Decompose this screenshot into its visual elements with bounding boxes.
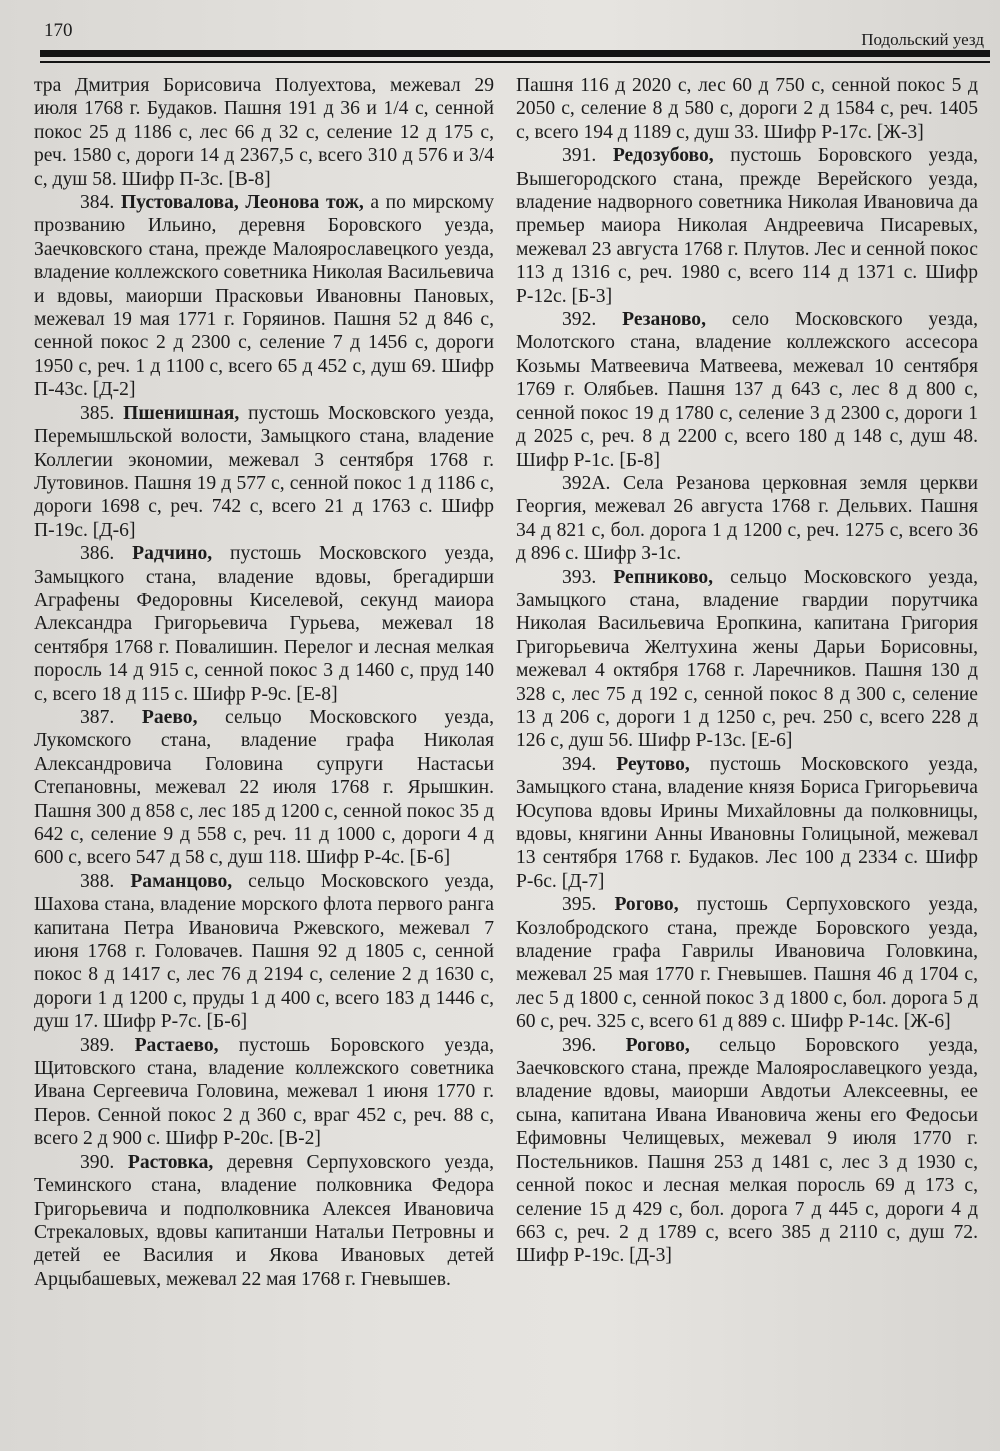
entry-continuation	[516, 74, 978, 144]
entry-name: Рогово,	[625, 1034, 690, 1056]
entry-396	[516, 1034, 978, 1268]
entry-text: деревня Серпуховского уезда, Теминского стана, владение полковника Федора Григорьевича и подполковника Алексея Ивановича Стрекаловых, вдовы капитанши Натальи Петровны и детей ее Василия и Якова Ивановых детей Арцыбашевых, межевал 22 мая 1768 г. Гневышев.	[34, 1151, 494, 1290]
entry-text: пустошь Московского уезда, Замыцкого стана, владение вдовы, брегадирши Аграфены Федоровны Киселевой, секунд маиора Александра Григорьевича Гурьева, межевал 18 сентября 1768 г. Повалишин. Перелог и лесная мелкая поросль 14 д 915 с, сенной покос 3 д 1460 с, пруд 140 с, всего 18 д 115 с. Шифр Р-9с. [Е-8]	[34, 543, 494, 705]
header-rule-thin	[40, 61, 990, 63]
entry-390	[34, 1151, 494, 1291]
entry-text: пустошь Серпуховского уезда, Козлобродского стана, прежде Боровского уезда, владение графа Гаврилы Ивановича Головкина, межевал 25 мая 1770 г. Гневышев. Пашня 46 д 1704 с, лес 5 д 1800 с, сенной покос 3 д 1800 с, бол. дорога 5 д 60 с, реч. 325 с, всего 61 д 889 с. Шифр Р-14с. [Ж-6]	[516, 894, 978, 1033]
entry-number: 393.	[562, 566, 597, 588]
entry-text: Села Резанова церковная земля церкви Георгия, межевал 26 августа 1768 г. Дельвих. Пашня 34 д 821 с, бол. дорога 1 д 1200 с, реч. 1275 с, всего 36 д 896 с. Шифр З-1с.	[516, 472, 978, 565]
entry-continuation	[34, 74, 494, 191]
entry-number: 391.	[562, 145, 597, 167]
right-column	[516, 74, 978, 1268]
entry-388	[34, 870, 494, 1034]
entry-name: Раманцово,	[130, 870, 233, 892]
page-number: 170	[44, 20, 73, 41]
entry-391	[516, 144, 978, 308]
entry-number: 392А.	[562, 472, 611, 494]
left-column	[34, 74, 494, 1291]
entry-name: Репниково,	[613, 566, 714, 588]
entry-text: пустошь Боровского уезда, Вышегородского стана, прежде Верейского уезда, владение надворного советника Николая Ивановича да премьер маиора Николая Андреевича Писаревых, межевал 23 августа 1768 г. Плутов. Лес и сенной покос 113 д 1316 с, реч. 1980 с, всего 114 д 1371 с. Шифр Р-12с. [Б-3]	[516, 145, 978, 307]
entry-number: 386.	[80, 543, 115, 565]
entry-394	[516, 753, 978, 893]
entry-text: пустошь Боровского уезда, Щитовского стана, владение коллежского советника Ивана Сергеевича Головина, межевал 1 июня 1770 г. Перов. Сенной покос 2 д 360 с, враг 452 с, реч. 88 с, всего 2 д 900 с. Шифр Р-20с. [В-2]	[34, 1034, 494, 1150]
entry-number: 384.	[80, 192, 115, 214]
entry-385	[34, 402, 494, 542]
entry-name: Редозубово,	[612, 145, 714, 167]
entry-text: пустошь Московского уезда, Перемышльской волости, Замыцкого стана, владение Коллегии экономии, межевал 3 сентября 1768 г. Лутовинов. Пашня 19 д 577 с, сенной покос 1 д 1186 с, дороги 1698 с, реч. 742 с, всего 21 д 1763 с. Шифр П-19с. [Д-6]	[34, 402, 494, 541]
entry-number: 390.	[80, 1151, 115, 1173]
entry-name: Реутово,	[616, 753, 690, 775]
entry-393	[516, 566, 978, 753]
entry-389	[34, 1034, 494, 1151]
entry-name: Радчино,	[132, 543, 213, 565]
entry-384	[34, 191, 494, 402]
entry-number: 396.	[562, 1034, 597, 1056]
entry-name: Пшенишная,	[123, 402, 240, 424]
entry-number: 388.	[80, 870, 115, 892]
running-head: Подольский уезд	[861, 30, 984, 49]
entry-number: 392.	[562, 309, 597, 331]
entry-387	[34, 706, 494, 870]
entry-name: Раево,	[141, 706, 198, 728]
entry-text: а по мирскому прозванию Ильино, деревня Боровского уезда, Заечковского стана, прежде Малоярославецкого уезда, владение коллежского советника Николая Васильевича и вдовы, маиорши Прасковьи Ивановны Пановых, межевал 19 мая 1771 г. Горяинов. Пашня 52 д 846 с, сенной покос 2 д 2300 с, селение 7 д 1456 с, дороги 1950 с, реч. 1 д 1100 с, всего 65 д 452 с, душ 69. Шифр П-43с. [Д-2]	[34, 192, 495, 401]
entry-text: село Московского уезда, Молотского стана, владение коллежского ассесора Козьмы Матвеевича Матвеева, межевал 10 сентября 1769 г. Олябьев. Пашня 137 д 643 с, лес 8 д 800 с, сенной покос 19 д 1780 с, селение 3 д 2300 с, дороги 1 д 2025 с, реч. 8 д 2200 с, всего 180 д 148 с, душ 48. Шифр Р-1с. [Б-8]	[516, 309, 978, 471]
entry-name: Растаево,	[134, 1034, 219, 1056]
entry-386	[34, 542, 494, 706]
entry-name: Резаново,	[622, 309, 706, 331]
entry-number: 387.	[80, 706, 115, 728]
entry-text: тра Дмитрия Борисовича Полуехтова, межевал 29 июля 1768 г. Будаков. Пашня 191 д 36 и 1/4 с, сенной покос 25 д 1186 с, лес 66 д 32 с, селение 12 д 175 с, реч. 1580 с, дороги 14 д 2367,5 с, всего 310 д 576 и 3/4 с, душ 58. Шифр П-3с. [В-8]	[34, 75, 494, 190]
entry-text: сельцо Московского уезда, Замыцкого стана, владение гвардии порутчика Николая Васильевича Еропкина, капитана Григория Григорьевича Желтухина жены Дарьи Борисовны, межевал 4 октября 1768 г. Ларечников. Пашня 130 д 328 с, лес 75 д 192 с, сенной покос 8 д 300 с, селение 13 д 206 с, дороги 1 д 1250 с, реч. 250 с, всего 228 д 126 с, душ 56. Шифр Р-13с. [Е-6]	[516, 566, 978, 752]
entry-name: Пустовалова, Леонова тож,	[120, 192, 364, 214]
entry-text: сельцо Боровского уезда, Заечковского стана, прежде Малоярославецкого уезда, владение вдовы, маиорши Авдотьи Алексеевны, ее сына, капитана Ивана Ивановича жены его Федосьи Ефимовны Челищевых, межевал 9 июля 1770 г. Постельников. Пашня 253 д 1481 с, лес 3 д 1930 с, сенной покос и лесная мелкая поросль 69 д 173 с, селение 15 д 429 с, бол. дорога 7 д 445 с, дороги 4 д 663 с, реч. 2 д 1789 с, всего 385 д 2110 с, душ 72. Шифр Р-19с. [Д-3]	[516, 1034, 978, 1267]
entry-text: пустошь Московского уезда, Замыцкого стана, владение князя Бориса Григорьевича Юсупова вдовы Ирины Михайловны да полковницы, вдовы, княгини Анны Ивановны Голицыной, межевал 13 сентября 1768 г. Будаков. Лес 100 д 2334 с. Шифр Р-6с. [Д-7]	[516, 753, 978, 892]
entry-number: 389.	[80, 1034, 115, 1056]
entry-395	[516, 893, 978, 1033]
entry-number: 395.	[562, 894, 597, 916]
entry-name: Растовка,	[127, 1151, 214, 1173]
entry-name: Рогово,	[614, 894, 679, 916]
entry-392a	[516, 472, 978, 566]
entry-392	[516, 308, 978, 472]
entry-number: 385.	[80, 402, 115, 424]
entry-text: сельцо Московского уезда, Лукомского стана, владение графа Николая Александровича Головина супруги Настасьи Степановны, межевал 22 июля 1768 г. Ярышкин. Пашня 300 д 858 с, лес 185 д 1200 с, сенной покос 35 д 642 с, селение 9 д 558 с, реч. 11 д 1000 с, дороги 4 д 600 с, всего 547 д 58 с, душ 118. Шифр Р-4с. [Б-6]	[34, 706, 494, 869]
entry-text: сельцо Московского уезда, Шахова стана, владение морского флота первого ранга капитана Петра Ивановича Ржевского, межевал 7 июня 1768 г. Головачев. Пашня 92 д 1805 с, сенной покос 8 д 1417 с, лес 76 д 2194 с, селение 2 д 1630 с, дороги 1 д 1200 с, пруды 1 д 400 с, всего 183 д 1446 с, душ 17. Шифр Р-7с. [Б-6]	[34, 870, 494, 1033]
entry-number: 394.	[562, 753, 597, 775]
header-rule-thick	[40, 50, 990, 57]
entry-text: Пашня 116 д 2020 с, лес 60 д 750 с, сенной покос 5 д 2050 с, селение 8 д 580 с, дороги 2 д 1584 с, реч. 1405 с, всего 194 д 1189 с, душ 33. Шифр Р-17с. [Ж-3]	[516, 75, 978, 143]
